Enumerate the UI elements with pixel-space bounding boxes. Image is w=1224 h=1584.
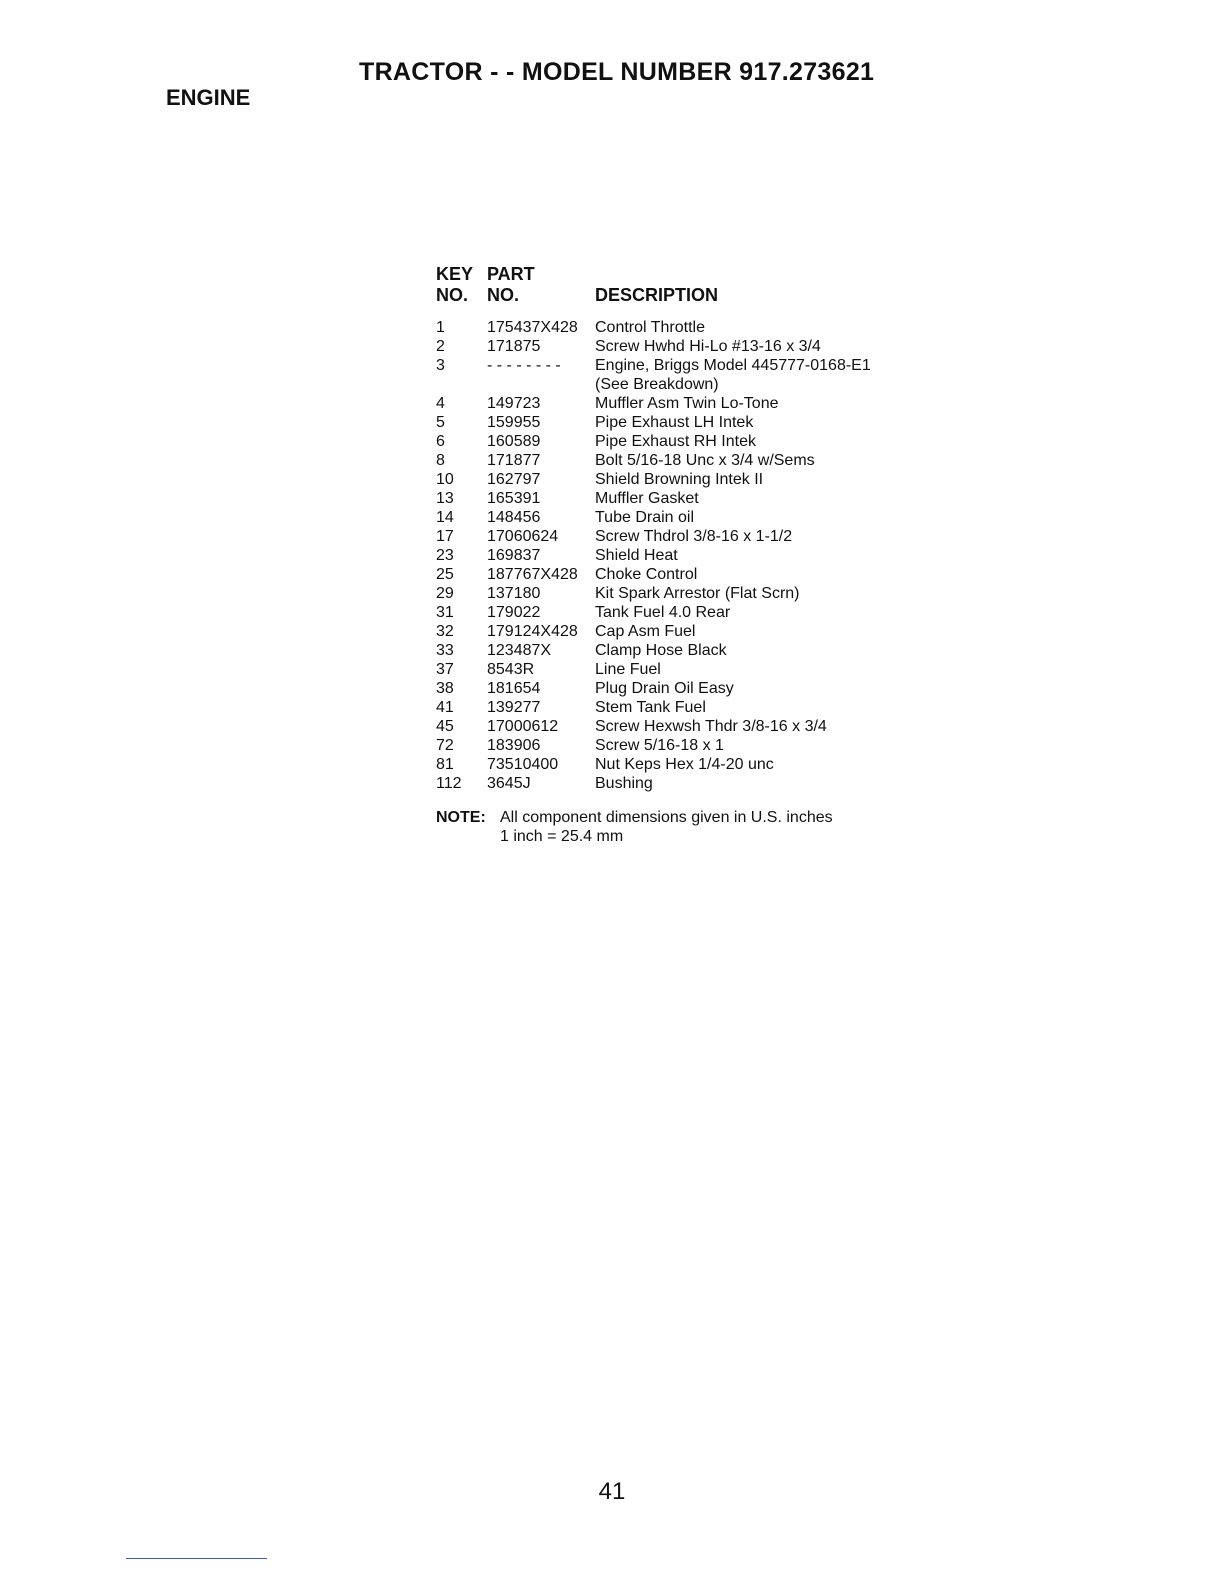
- table-row: [436, 527, 996, 546]
- part-key-number: [436, 375, 487, 394]
- part-number: [487, 375, 595, 394]
- part-number: 187767X428: [487, 566, 578, 583]
- part-number: 137180: [487, 585, 541, 602]
- part-key-number: 25: [436, 566, 454, 583]
- part-key-number: 23: [436, 547, 454, 564]
- header-part-line1: PART: [487, 264, 535, 284]
- part-key-number: 4: [436, 395, 445, 412]
- part-number: 171877: [487, 452, 541, 469]
- part-key-number: 81: [436, 756, 454, 773]
- note-text-line2: 1 inch = 25.4 mm: [500, 828, 624, 845]
- part-key-number: 10: [436, 471, 454, 488]
- part-description: Control Throttle: [595, 319, 705, 336]
- part-description: Pipe Exhaust LH Intek: [595, 414, 754, 431]
- table-row: [436, 546, 996, 565]
- parts-list-header: [436, 264, 996, 318]
- table-row: [436, 603, 996, 622]
- part-key-number: 38: [436, 680, 454, 697]
- page-number: 41: [598, 1478, 626, 1505]
- part-key-number: 13: [436, 490, 454, 507]
- part-number: 17060624: [487, 528, 559, 545]
- part-description: Clamp Hose Black: [595, 642, 727, 659]
- parts-list: [436, 264, 996, 846]
- part-key-number: 17: [436, 528, 454, 545]
- part-key-number: 6: [436, 433, 445, 450]
- part-number: 149723: [487, 395, 541, 412]
- table-row: [436, 413, 996, 432]
- part-description: Shield Browning Intek II: [595, 471, 764, 488]
- part-key-number: 45: [436, 718, 454, 735]
- part-key-number: 29: [436, 585, 454, 602]
- table-row: [436, 622, 996, 641]
- part-description: Muffler Asm Twin Lo-Tone: [595, 395, 779, 412]
- table-row: [436, 432, 996, 451]
- part-description: Screw 5/16-18 x 1: [595, 737, 724, 754]
- header-description: DESCRIPTION: [595, 285, 719, 305]
- part-description: Bushing: [595, 775, 653, 792]
- part-description: Muffler Gasket: [595, 490, 699, 507]
- part-number: 123487X: [487, 642, 552, 659]
- part-key-number: 32: [436, 623, 454, 640]
- part-number: 159955: [487, 414, 541, 431]
- part-number: 165391: [487, 490, 541, 507]
- part-key-number: 14: [436, 509, 454, 526]
- part-description: Screw Thdrol 3/8-16 x 1-1/2: [595, 528, 793, 545]
- table-row: [436, 394, 996, 413]
- part-key-number: 112: [436, 775, 462, 792]
- part-description: Plug Drain Oil Easy: [595, 680, 734, 697]
- table-row: [436, 508, 996, 527]
- table-row: [436, 641, 996, 660]
- table-row: [436, 565, 996, 584]
- table-row: [436, 337, 996, 356]
- table-row: [436, 470, 996, 489]
- table-row: [436, 489, 996, 508]
- footer-rule: [126, 1558, 267, 1559]
- table-row: [436, 451, 996, 470]
- part-description: (See Breakdown): [595, 376, 719, 393]
- part-number: 169837: [487, 547, 541, 564]
- header-key-line2: NO.: [436, 285, 469, 305]
- parts-rows: [436, 318, 996, 793]
- part-description: Line Fuel: [595, 661, 661, 678]
- part-key-number: 33: [436, 642, 454, 659]
- part-number: 17000612: [487, 718, 559, 735]
- part-description: Screw Hwhd Hi-Lo #13-16 x 3/4: [595, 338, 821, 355]
- section-title: ENGINE: [166, 85, 251, 110]
- header-part-line2: NO.: [487, 285, 520, 305]
- part-number: 179022: [487, 604, 541, 621]
- part-description: Bolt 5/16-18 Unc x 3/4 w/Sems: [595, 452, 815, 469]
- table-row: [436, 755, 996, 774]
- part-key-number: 37: [436, 661, 454, 678]
- part-number: 148456: [487, 509, 541, 526]
- table-row: [436, 717, 996, 736]
- part-description: Stem Tank Fuel: [595, 699, 706, 716]
- part-key-number: 72: [436, 737, 454, 754]
- table-row: [436, 318, 996, 337]
- table-row: [436, 375, 996, 394]
- table-row: [436, 584, 996, 603]
- part-description: Pipe Exhaust RH Intek: [595, 433, 756, 450]
- part-description: Shield Heat: [595, 547, 678, 564]
- page-title: TRACTOR - - MODEL NUMBER 917.273621: [359, 58, 875, 86]
- part-number: 179124X428: [487, 623, 578, 640]
- part-description: Nut Keps Hex 1/4-20 unc: [595, 756, 774, 773]
- part-number: 160589: [487, 433, 541, 450]
- table-row: [436, 660, 996, 679]
- part-number: 3645J: [487, 775, 531, 792]
- note-label: NOTE:: [436, 809, 486, 826]
- part-number: 8543R: [487, 661, 535, 678]
- part-number: 183906: [487, 737, 541, 754]
- part-key-number: 41: [436, 699, 454, 716]
- note: [436, 808, 996, 846]
- part-description: Engine, Briggs Model 445777-0168-E1: [595, 357, 871, 374]
- part-description: Tank Fuel 4.0 Rear: [595, 604, 731, 621]
- part-number: 181654: [487, 680, 541, 697]
- part-number: 171875: [487, 338, 541, 355]
- table-row: [436, 679, 996, 698]
- table-row: [436, 356, 996, 375]
- part-description: Choke Control: [595, 566, 698, 583]
- part-key-number: 3: [436, 357, 445, 374]
- part-number: 175437X428: [487, 319, 578, 336]
- table-row: [436, 698, 996, 717]
- part-key-number: 5: [436, 414, 445, 431]
- part-key-number: 1: [436, 319, 445, 336]
- note-text-line1: All component dimensions given in U.S. inches: [500, 809, 833, 826]
- part-number: 73510400: [487, 756, 559, 773]
- part-description: Tube Drain oil: [595, 509, 695, 526]
- part-key-number: 2: [436, 338, 445, 355]
- part-description: Cap Asm Fuel: [595, 623, 696, 640]
- part-number: - - - - - - - -: [487, 357, 561, 374]
- part-description: Screw Hexwsh Thdr 3/8-16 x 3/4: [595, 718, 827, 735]
- table-row: [436, 736, 996, 755]
- part-number: 162797: [487, 471, 541, 488]
- header-key-line1: KEY: [436, 264, 474, 284]
- part-description: Kit Spark Arrestor (Flat Scrn): [595, 585, 800, 602]
- part-key-number: 8: [436, 452, 445, 469]
- table-row: [436, 774, 996, 793]
- part-key-number: 31: [436, 604, 454, 621]
- part-number: 139277: [487, 699, 541, 716]
